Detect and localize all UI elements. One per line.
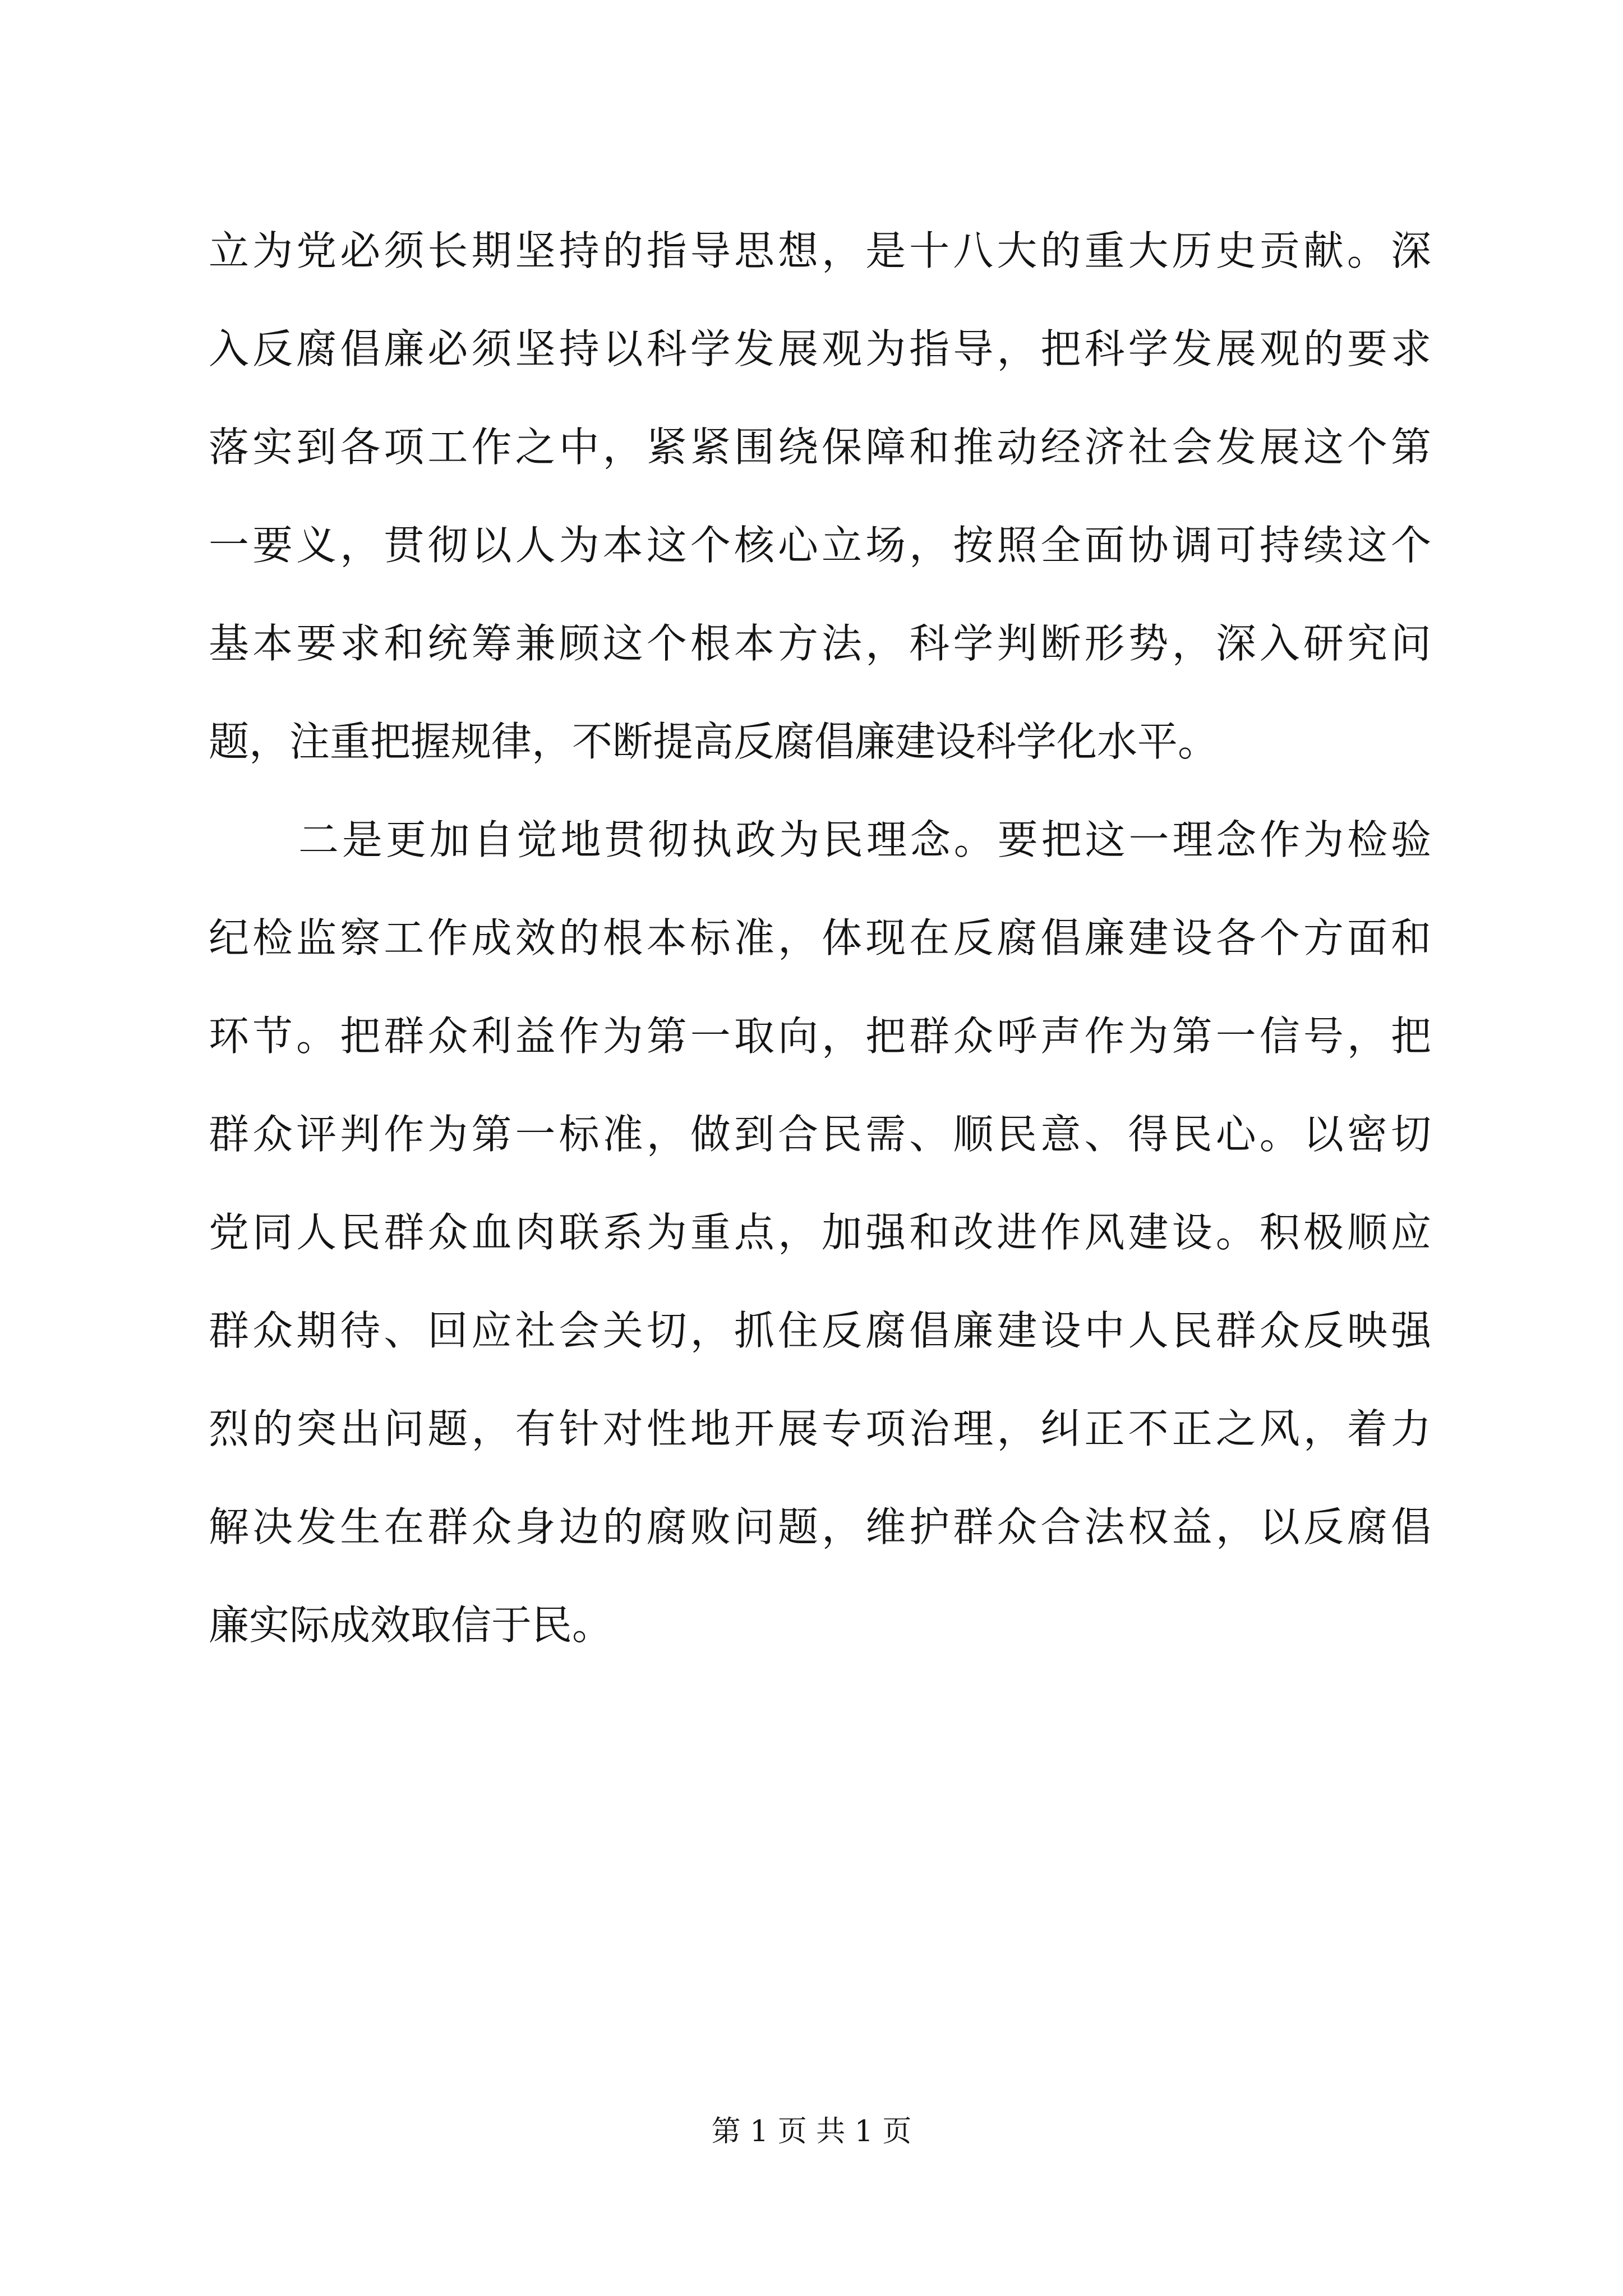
text-line: 入反腐倡廉必须坚持以科学发展观为指导，把科学发展观的要求 — [209, 325, 1431, 372]
text-line: 廉实际成效取信于民。 — [209, 1602, 613, 1649]
text-line: 二是更加自觉地贯彻执政为民理念。要把这一理念作为检验 — [298, 816, 1431, 863]
text-line: 一要义，贯彻以人为本这个核心立场，按照全面协调可持续这个 — [209, 522, 1431, 569]
text-line: 群众期待、回应社会关切，抓住反腐倡廉建设中人民群众反映强 — [209, 1307, 1431, 1354]
text-line: 立为党必须长期坚持的指导思想，是十八大的重大历史贡献。深 — [209, 227, 1431, 274]
text-line: 党同人民群众血肉联系为重点，加强和改进作风建设。积极顺应 — [209, 1209, 1431, 1256]
page-footer — [0, 2112, 1623, 2151]
text-line: 烈的突出问题，有针对性地开展专项治理，纠正不正之风，着力 — [209, 1405, 1431, 1452]
text-line: 群众评判作为第一标准，做到合民需、顺民意、得民心。以密切 — [209, 1111, 1431, 1158]
paragraph-2 — [209, 791, 1431, 1674]
paragraph-1 — [209, 202, 1431, 791]
text-line: 纪检监察工作成效的根本标准，体现在反腐倡廉建设各个方面和 — [209, 914, 1431, 961]
page-number-label: 第 1 页 共 1 页 — [711, 2115, 912, 2148]
document-body — [209, 202, 1431, 1674]
text-line: 基本要求和统筹兼顾这个根本方法，科学判断形势，深入研究问 — [209, 620, 1431, 667]
text-line: 解决发生在群众身边的腐败问题，维护群众合法权益，以反腐倡 — [209, 1503, 1431, 1550]
text-line: 落实到各项工作之中，紧紧围绕保障和推动经济社会发展这个第 — [209, 424, 1431, 471]
text-line: 题，注重把握规律，不断提高反腐倡廉建设科学化水平。 — [209, 718, 1219, 765]
text-line: 环节。把群众利益作为第一取向，把群众呼声作为第一信号，把 — [209, 1013, 1431, 1060]
